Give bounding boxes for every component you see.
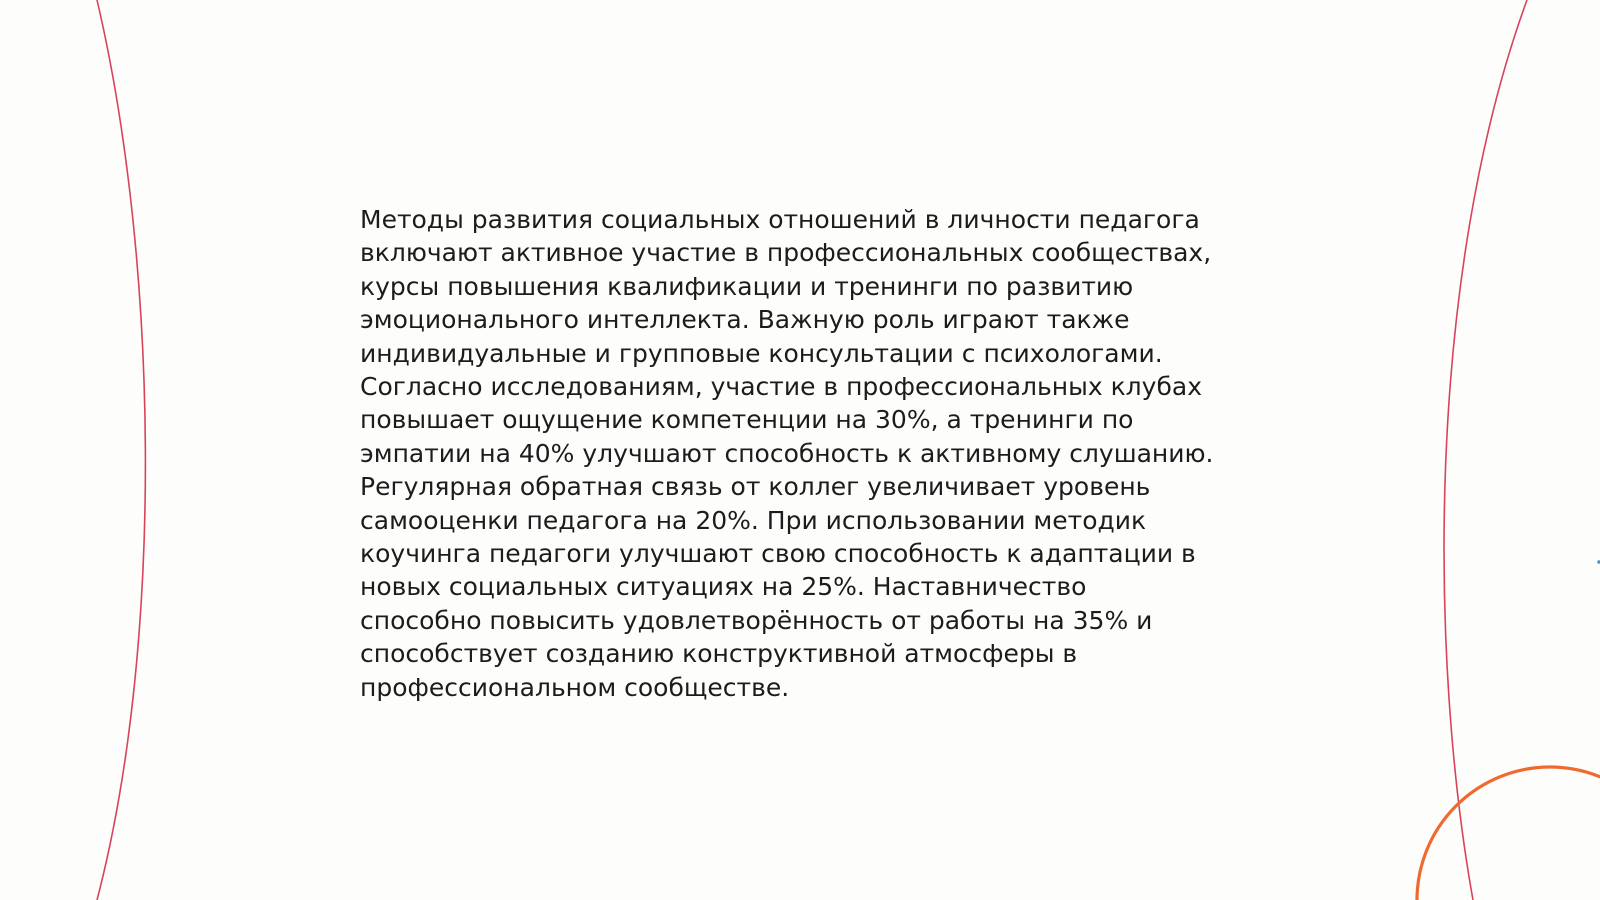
paragraph-line: индивидуальные и групповые консультации с психологами. bbox=[360, 338, 1163, 368]
paragraph-line: эмпатии на 40% улучшают способность к активному слушанию. bbox=[360, 438, 1214, 468]
paragraph-line: Методы развития социальных отношений в личности педагога bbox=[360, 205, 1200, 234]
body-paragraph bbox=[360, 203, 1260, 704]
right-curve-line bbox=[1444, 0, 1527, 900]
paragraph-line: новых социальных ситуациях на 25%. Наставничество bbox=[360, 572, 1087, 602]
paragraph-line: самооценки педагога на 20%. При использовании методик bbox=[360, 505, 1147, 535]
paragraph-line: способно повысить удовлетворённость от работы на 35% и bbox=[360, 605, 1153, 635]
paragraph-line: профессиональном сообществе. bbox=[360, 672, 790, 702]
paragraph-line: Регулярная обратная связь от коллег увеличивает уровень bbox=[360, 472, 1151, 502]
paragraph-line: повышает ощущение компетенции на 30%, а тренинги по bbox=[360, 405, 1134, 435]
paragraph-line: способствует созданию конструктивной атмосферы в bbox=[360, 639, 1078, 669]
paragraph-line: Согласно исследованиям, участие в профессиональных клубах bbox=[360, 372, 1202, 402]
left-curve-line bbox=[97, 0, 145, 900]
paragraph-line: коучинга педагоги улучшают свою способность к адаптации в bbox=[360, 539, 1196, 569]
paragraph-line: включают активное участие в профессиональных сообществах, bbox=[360, 238, 1212, 268]
orange-arc bbox=[1417, 767, 1600, 900]
paragraph-line: эмоционального интеллекта. Важную роль играют также bbox=[360, 305, 1130, 335]
paragraph-line: курсы повышения квалификации и тренинги по развитию bbox=[360, 271, 1134, 301]
